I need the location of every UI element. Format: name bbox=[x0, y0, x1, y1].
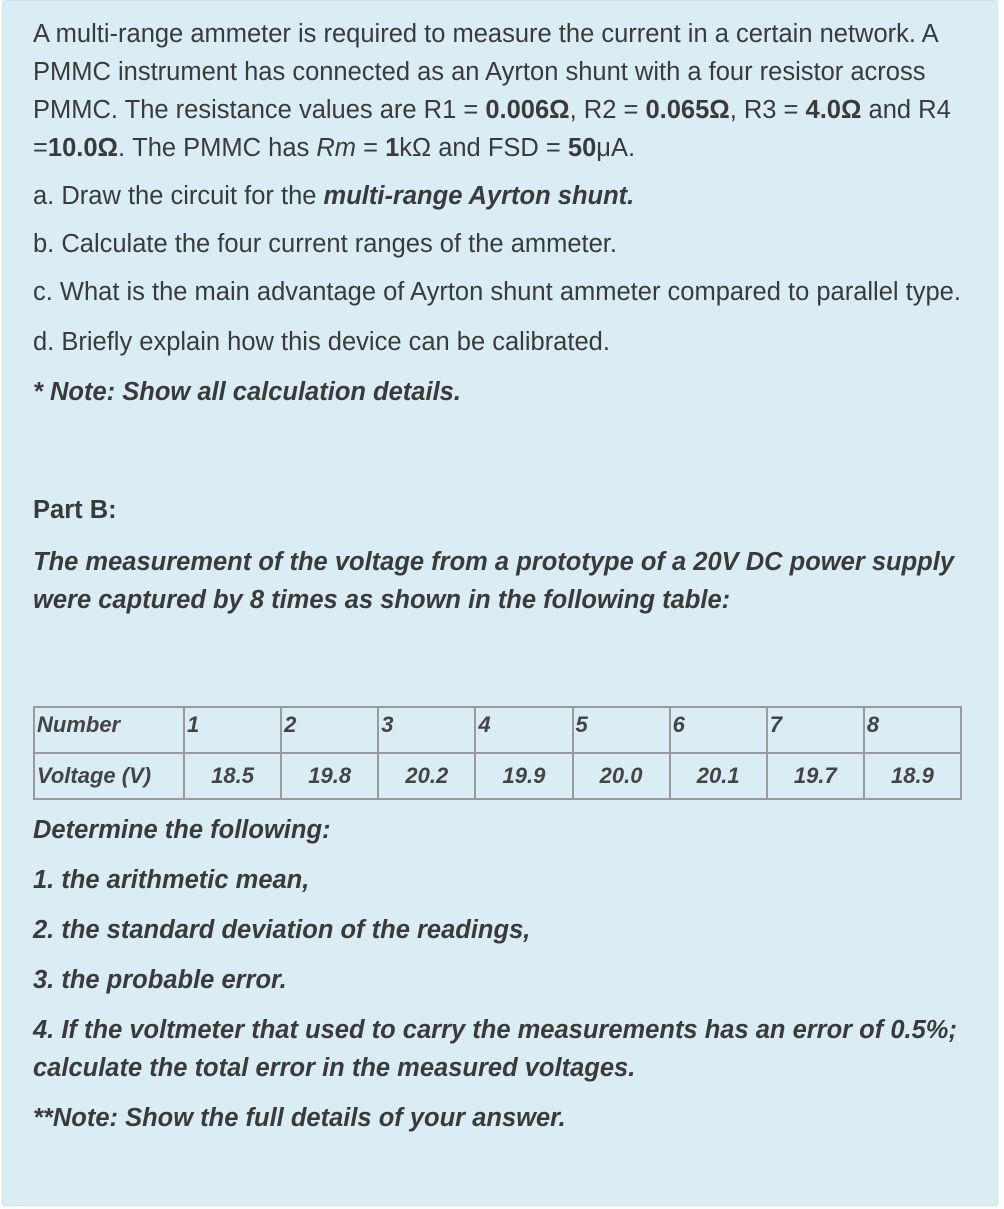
part-b-title: Part B: bbox=[33, 496, 117, 524]
table-cell-number: 3 bbox=[378, 707, 475, 753]
task-item-2: 2. the standard deviation of the readings, bbox=[33, 916, 531, 944]
table-cell-voltage: 19.8 bbox=[281, 753, 378, 799]
intro-text-5: . The PMMC has bbox=[117, 134, 317, 162]
r3-value: 4.0Ω bbox=[805, 96, 862, 124]
r2-value: 0.065Ω bbox=[645, 96, 730, 124]
calculation-note: * Note: Show all calculation details. bbox=[33, 378, 461, 406]
part-b-intro: The measurement of the voltage from a prototype of a 20V DC power supply were captured by 8 times as shown in the following table: bbox=[33, 548, 955, 614]
part-b-tasks bbox=[33, 811, 973, 1137]
table-cell-voltage: 20.1 bbox=[670, 753, 767, 799]
table-row-number bbox=[34, 707, 961, 753]
table-cell-voltage: 19.7 bbox=[767, 753, 864, 799]
table-header-voltage: Voltage (V) bbox=[34, 753, 184, 799]
rm-label: Rm bbox=[316, 134, 357, 162]
intro-text-7: kΩ and FSD = bbox=[399, 134, 568, 162]
table-cell-voltage: 20.2 bbox=[378, 753, 475, 799]
task-item-3: 3. the probable error. bbox=[33, 966, 287, 994]
question-a-emphasis: multi-range Ayrton shunt. bbox=[323, 182, 635, 210]
table-cell-voltage: 20.0 bbox=[573, 753, 670, 799]
intro-text-2: , R2 = bbox=[569, 96, 646, 124]
r4-value: 10.0Ω bbox=[47, 134, 118, 162]
table-header-number: Number bbox=[34, 707, 184, 753]
question-a bbox=[33, 177, 973, 215]
table-cell-number: 7 bbox=[767, 707, 864, 753]
question-b: b. Calculate the four current ranges of the ammeter. bbox=[33, 230, 617, 258]
table-row-voltage bbox=[34, 753, 961, 799]
rm-value: 1 bbox=[385, 134, 400, 162]
problem-statement bbox=[33, 15, 973, 167]
voltage-table bbox=[33, 706, 962, 800]
intro-text-8: μA. bbox=[596, 134, 636, 162]
part-a-content bbox=[33, 1, 973, 619]
intro-text-1: A multi-range ammeter is required to measure the current in a certain network. A PMMC instrument has connected as an Ayrton shunt with a four resistor across PMMC. The resistance values are R1 = bbox=[33, 20, 938, 124]
task-item-4: 4. If the voltmeter that used to carry the measurements has an error of 0.5%; calculate the total error in the measured voltages. bbox=[33, 1016, 957, 1082]
determine-heading: Determine the following: bbox=[33, 816, 331, 844]
intro-text-6: = bbox=[356, 134, 386, 162]
table-cell-number: 2 bbox=[281, 707, 378, 753]
answer-note: **Note: Show the full details of your answer. bbox=[33, 1104, 566, 1132]
table-cell-voltage: 18.5 bbox=[184, 753, 281, 799]
table-cell-voltage: 18.9 bbox=[864, 753, 961, 799]
intro-text-3: , R3 = bbox=[729, 96, 806, 124]
table-cell-voltage: 19.9 bbox=[475, 753, 572, 799]
table-cell-number: 6 bbox=[670, 707, 767, 753]
question-c: c. What is the main advantage of Ayrton shunt ammeter compared to parallel type. bbox=[33, 278, 961, 306]
question-a-text: a. Draw the circuit for the bbox=[33, 182, 324, 210]
task-item-1: 1. the arithmetic mean, bbox=[33, 866, 310, 894]
table-cell-number: 8 bbox=[864, 707, 961, 753]
question-card bbox=[2, 0, 998, 1206]
table-cell-number: 5 bbox=[573, 707, 670, 753]
table-cell-number: 1 bbox=[184, 707, 281, 753]
question-d: d. Briefly explain how this device can be calibrated. bbox=[33, 328, 610, 356]
r1-value: 0.006Ω bbox=[485, 96, 570, 124]
fsd-value: 50 bbox=[567, 134, 597, 162]
table-cell-number: 4 bbox=[475, 707, 572, 753]
intro-text-4: and R4 = bbox=[33, 96, 951, 162]
